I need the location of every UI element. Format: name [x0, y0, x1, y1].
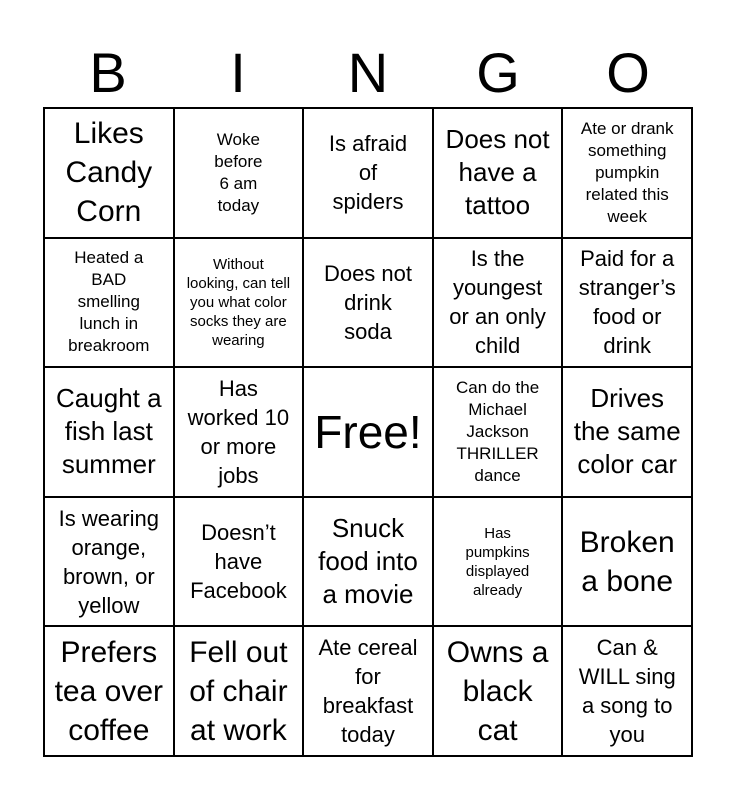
bingo-cell[interactable]: Doesn’t have Facebook: [174, 497, 304, 627]
bingo-cell[interactable]: Is afraid of spiders: [303, 108, 433, 238]
bingo-cell[interactable]: Can do the Michael Jackson THRILLER dance: [433, 367, 563, 497]
bingo-board: [43, 107, 693, 757]
bingo-cell[interactable]: Broken a bone: [562, 497, 692, 627]
bingo-cell[interactable]: Has worked 10 or more jobs: [174, 367, 304, 497]
bingo-cell[interactable]: Ate cereal for breakfast today: [303, 626, 433, 756]
bingo-header: [43, 38, 693, 108]
bingo-cell[interactable]: Is the youngest or an only child: [433, 238, 563, 368]
bingo-cell[interactable]: Has pumpkins displayed already: [433, 497, 563, 627]
bingo-cell[interactable]: Without looking, can tell you what color socks they are wearing: [174, 238, 304, 368]
free-space-cell[interactable]: Free!: [303, 367, 433, 497]
header-letter-o: O: [606, 41, 650, 104]
bingo-cell[interactable]: Can & WILL sing a song to you: [562, 626, 692, 756]
bingo-cell[interactable]: Woke before 6 am today: [174, 108, 304, 238]
bingo-cell[interactable]: Prefers tea over coffee: [44, 626, 174, 756]
bingo-cell[interactable]: Caught a fish last summer: [44, 367, 174, 497]
bingo-cell[interactable]: Does not have a tattoo: [433, 108, 563, 238]
bingo-cell[interactable]: Drives the same color car: [562, 367, 692, 497]
header-letter-i: I: [230, 41, 246, 104]
bingo-cell[interactable]: Likes Candy Corn: [44, 108, 174, 238]
header-letter-b: B: [89, 41, 127, 104]
bingo-cell[interactable]: Is wearing orange, brown, or yellow: [44, 497, 174, 627]
bingo-cell[interactable]: Ate or drank something pumpkin related this week: [562, 108, 692, 238]
bingo-cell[interactable]: Paid for a stranger’s food or drink: [562, 238, 692, 368]
bingo-cell[interactable]: Heated a BAD smelling lunch in breakroom: [44, 238, 174, 368]
header-letter-g: G: [476, 41, 520, 104]
bingo-cell[interactable]: Owns a black cat: [433, 626, 563, 756]
bingo-cell[interactable]: Fell out of chair at work: [174, 626, 304, 756]
header-letter-n: N: [347, 41, 389, 104]
bingo-cell[interactable]: Does not drink soda: [303, 238, 433, 368]
bingo-cell[interactable]: Snuck food into a movie: [303, 497, 433, 627]
